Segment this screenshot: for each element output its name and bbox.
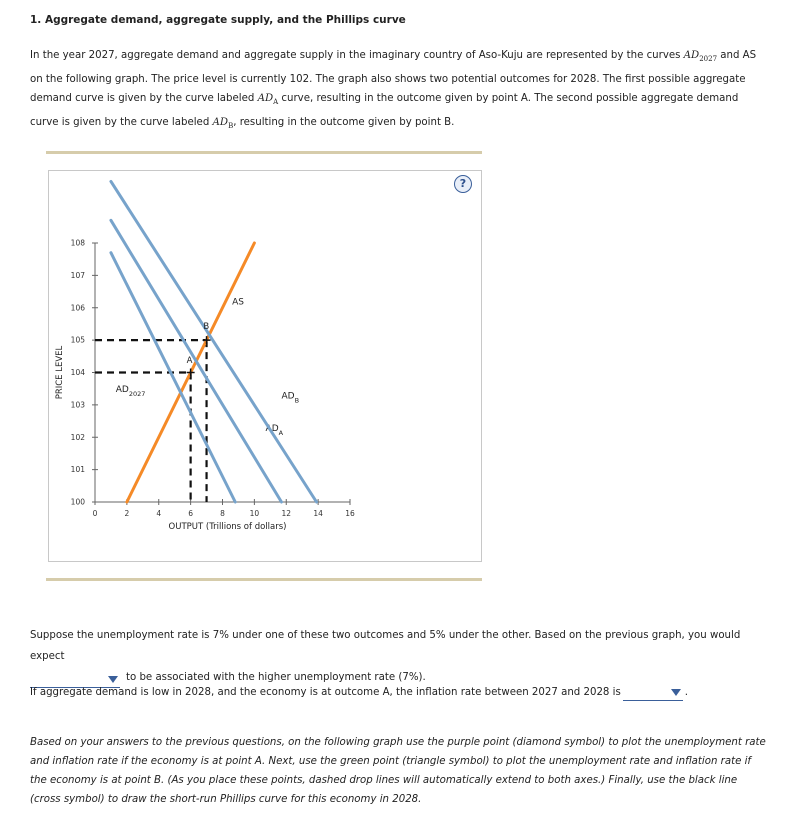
question-1 — [30, 625, 770, 688]
x-tick-label: 4 — [156, 509, 162, 518]
ada-curve-label: $AD_A$ — [265, 423, 284, 437]
adb-sub: B — [228, 121, 234, 130]
ada-curve — [111, 220, 282, 502]
intro-text-1: In the year 2027, aggregate demand and aggregate supply in the imaginary country of Aso-Kuju are represented by the curves — [30, 50, 684, 61]
ad2027-curve-label: $AD_{2027}$ — [115, 384, 146, 398]
x-tick-label: 0 — [92, 509, 98, 518]
y-tick-label: 106 — [70, 303, 85, 313]
q2-text-2: . — [684, 687, 689, 698]
y-tick-label: 102 — [70, 432, 85, 442]
chevron-down-icon — [671, 689, 681, 696]
question-2 — [30, 685, 688, 701]
q2-inflation-dropdown[interactable] — [623, 686, 683, 701]
adb-curve — [111, 181, 317, 502]
point-a-label: A — [186, 355, 193, 366]
q1-text-1: Suppose the unemployment rate is 7% under one of these two outcomes and 5% under the other. Based on the previous graph, you would expect — [30, 630, 741, 662]
ada-main: AD — [257, 93, 274, 105]
question-title: 1. Aggregate demand, aggregate supply, and the Phillips curve — [30, 14, 406, 26]
point-b-label: B — [203, 321, 210, 332]
intro-text-2: and AS on the following graph. The price level is currently 102. The graph also shows two potential outcomes for 2028. The first possible aggregate demand curve is given by the curve labeled — [30, 50, 757, 105]
y-tick-label: 103 — [70, 400, 85, 410]
x-tick-label: 12 — [281, 509, 292, 518]
ad2027-curve — [111, 253, 235, 502]
ada-curve-label-sub: A — [278, 428, 284, 437]
ad2027-sub: 2027 — [699, 55, 718, 64]
y-axis-label: PRICE LEVEL — [55, 345, 65, 400]
ad2027-main: AD — [683, 50, 700, 61]
y-tick-label: 108 — [70, 238, 85, 248]
x-tick-label: 10 — [249, 509, 260, 518]
adb-curve-label: $AD_B$ — [281, 391, 300, 405]
y-tick-label: 105 — [70, 335, 85, 345]
x-axis-label: OUTPUT (Trillions of dollars) — [168, 522, 287, 532]
as-curve-label: AS — [232, 297, 244, 308]
question-3-instructions: Based on your answers to the previous questions, on the following graph use the purple point (diamond symbol) to plot the unemployment rate and inflation rate if the economy is at point A. Next, use the green point (triangle symbol) to plot the unemployment rate and inflation rate if the economy is at point B. (As you place these points, dashed drop lines will automatically extend to both axes.) Finally, use the black line (cross symbol) to draw the short-run Phillips curve for this economy in 2028. — [30, 737, 766, 805]
y-tick-label: 104 — [70, 368, 85, 377]
intro-text-3: curve, resulting in the outcome given by point A. The second possible aggregate demand curve is given by the curve labeled — [30, 93, 739, 128]
q1-text-2: to be associated with the higher unemployment rate (7%). — [126, 672, 426, 683]
y-tick-label: 100 — [70, 497, 85, 507]
y-tick-label: 107 — [70, 270, 85, 280]
x-tick-label: 14 — [313, 509, 323, 518]
x-tick-label: 8 — [220, 509, 225, 518]
help-icon[interactable]: ? — [454, 175, 472, 193]
adb-curve-label-sub: B — [294, 396, 300, 405]
ad2027-curve-label-sub: 2027 — [128, 389, 146, 398]
q2-text-1: If aggregate demand is low in 2028, and the economy is at outcome A, the inflation rate between 2027 and 2028 is — [30, 687, 621, 698]
x-tick-label: 16 — [345, 509, 355, 518]
graph-bottom-rule — [46, 578, 482, 581]
x-tick-label: 2 — [124, 509, 130, 518]
chevron-down-icon — [108, 676, 118, 683]
ada-sub: A — [273, 98, 279, 107]
x-tick-label: 6 — [188, 509, 194, 518]
y-tick-label: 101 — [70, 465, 85, 475]
intro-text-4: , resulting in the outcome given by point B. — [233, 116, 455, 128]
adb-main: AD — [212, 116, 229, 128]
